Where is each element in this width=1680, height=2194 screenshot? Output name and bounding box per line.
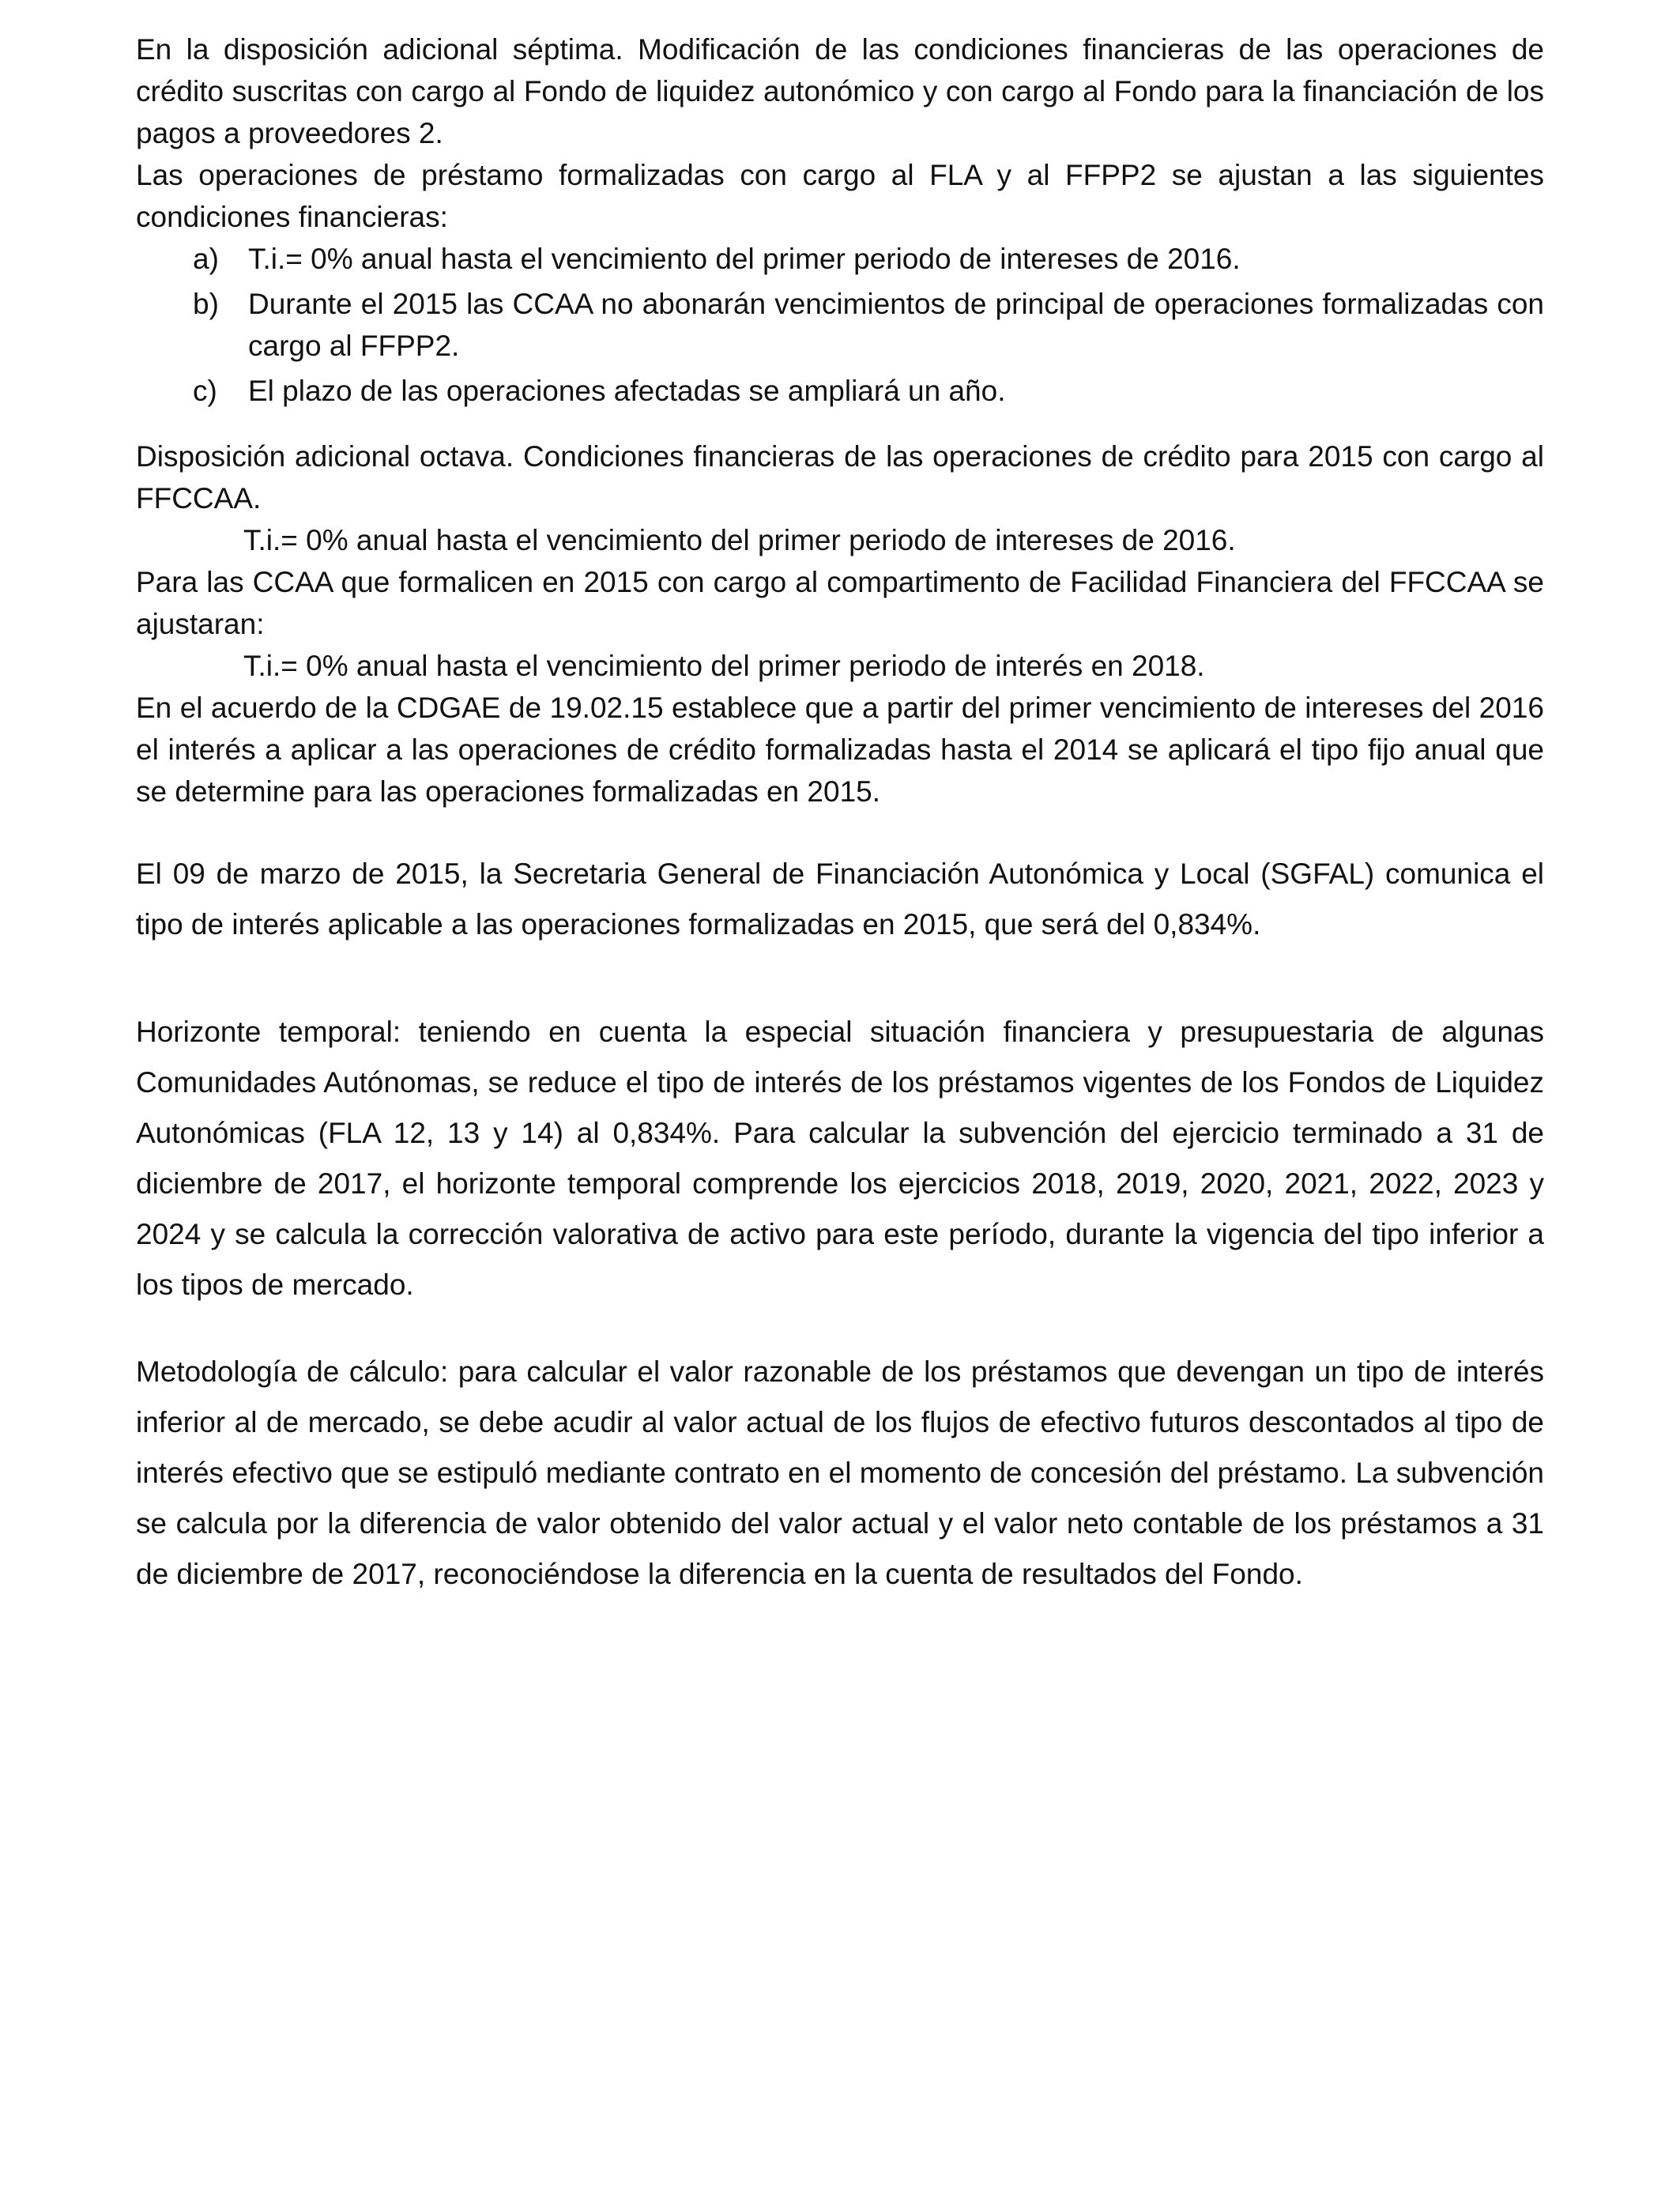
disposicion-septima-intro: En la disposición adicional séptima. Modificación de las condiciones financieras de las operaciones de crédito suscritas con cargo al Fondo de liquidez autonómico y con cargo al Fondo para la financiación de los pagos a proveedores 2.: [136, 33, 1544, 149]
spacer: [136, 812, 1544, 849]
metodologia-paragraph: Metodología de cálculo: para calcular el valor razonable de los préstamos que devengan un tipo de interés inferior al de mercado, se debe acudir al valor actual de los flujos de efectivo futuros descontados al tipo de interés efectivo que se estipuló mediante contrato en el momento de concesión del préstamo. La subvención se calcula por la diferencia de valor obtenido del valor actual y el valor neto contable de los préstamos a 31 de diciembre de 2017, reconociéndose la diferencia en la cuenta de resultados del Fondo.: [136, 1355, 1544, 1590]
ccaa-facilidad-lead: Para las CCAA que formalicen en 2015 con cargo al compartimento de Facilidad Financiera del FFCCAA se ajustaran:: [136, 566, 1544, 640]
list-item: [136, 370, 1544, 412]
list-item: [136, 238, 1544, 280]
document-page: [136, 28, 1544, 1600]
list-item-text: Durante el 2015 las CCAA no abonarán vencimientos de principal de operaciones formalizadas con cargo al FFPP2.: [248, 288, 1544, 362]
conditions-list: [136, 238, 1544, 412]
list-item-text: El plazo de las operaciones afectadas se ampliará un año.: [248, 375, 1006, 407]
list-marker: b): [193, 288, 219, 320]
interest-rate-line-2016: T.i.= 0% anual hasta el vencimiento del primer periodo de intereses de 2016.: [243, 524, 1236, 556]
cdgae-agreement-paragraph: En el acuerdo de la CDGAE de 19.02.15 establece que a partir del primer vencimiento de intereses del 2016 el interés a aplicar a las operaciones de crédito formalizadas hasta el 2014 se aplicará el tipo fijo anual que se determine para las operaciones formalizadas en 2015.: [136, 692, 1544, 808]
interest-rate-line-2018: T.i.= 0% anual hasta el vencimiento del primer periodo de interés en 2018.: [243, 650, 1205, 682]
list-item: [136, 283, 1544, 367]
horizonte-temporal-paragraph: Horizonte temporal: teniendo en cuenta la especial situación financiera y presupuestaria de algunas Comunidades Autónomas, se reduce el tipo de interés de los préstamos vigentes de los Fondos de Liquidez Autonómicas (FLA 12, 13 y 14) al 0,834%. Para calcular la subvención del ejercicio terminado a 31 de diciembre de 2017, el horizonte temporal comprende los ejercicios 2018, 2019, 2020, 2021, 2022, 2023 y 2024 y se calcula la corrección valorativa de activo para este período, durante la vigencia del tipo inferior a los tipos de mercado.: [136, 1016, 1544, 1301]
list-item-text: T.i.= 0% anual hasta el vencimiento del primer periodo de intereses de 2016.: [248, 243, 1241, 275]
list-marker: c): [193, 375, 217, 407]
spacer: [136, 415, 1544, 435]
spacer: [136, 950, 1544, 1007]
prestamo-conditions-lead: Las operaciones de préstamo formalizadas con cargo al FLA y al FFPP2 se ajustan a las siguientes condiciones financieras:: [136, 159, 1544, 233]
disposicion-octava-intro: Disposición adicional octava. Condiciones financieras de las operaciones de crédito para 2015 con cargo al FFCCAA.: [136, 440, 1544, 515]
sgfal-paragraph: El 09 de marzo de 2015, la Secretaria General de Financiación Autonómica y Local (SGFAL) comunica el tipo de interés aplicable a las operaciones formalizadas en 2015, que será del 0,834%.: [136, 858, 1544, 941]
spacer: [136, 1310, 1544, 1347]
list-marker: a): [193, 243, 219, 275]
